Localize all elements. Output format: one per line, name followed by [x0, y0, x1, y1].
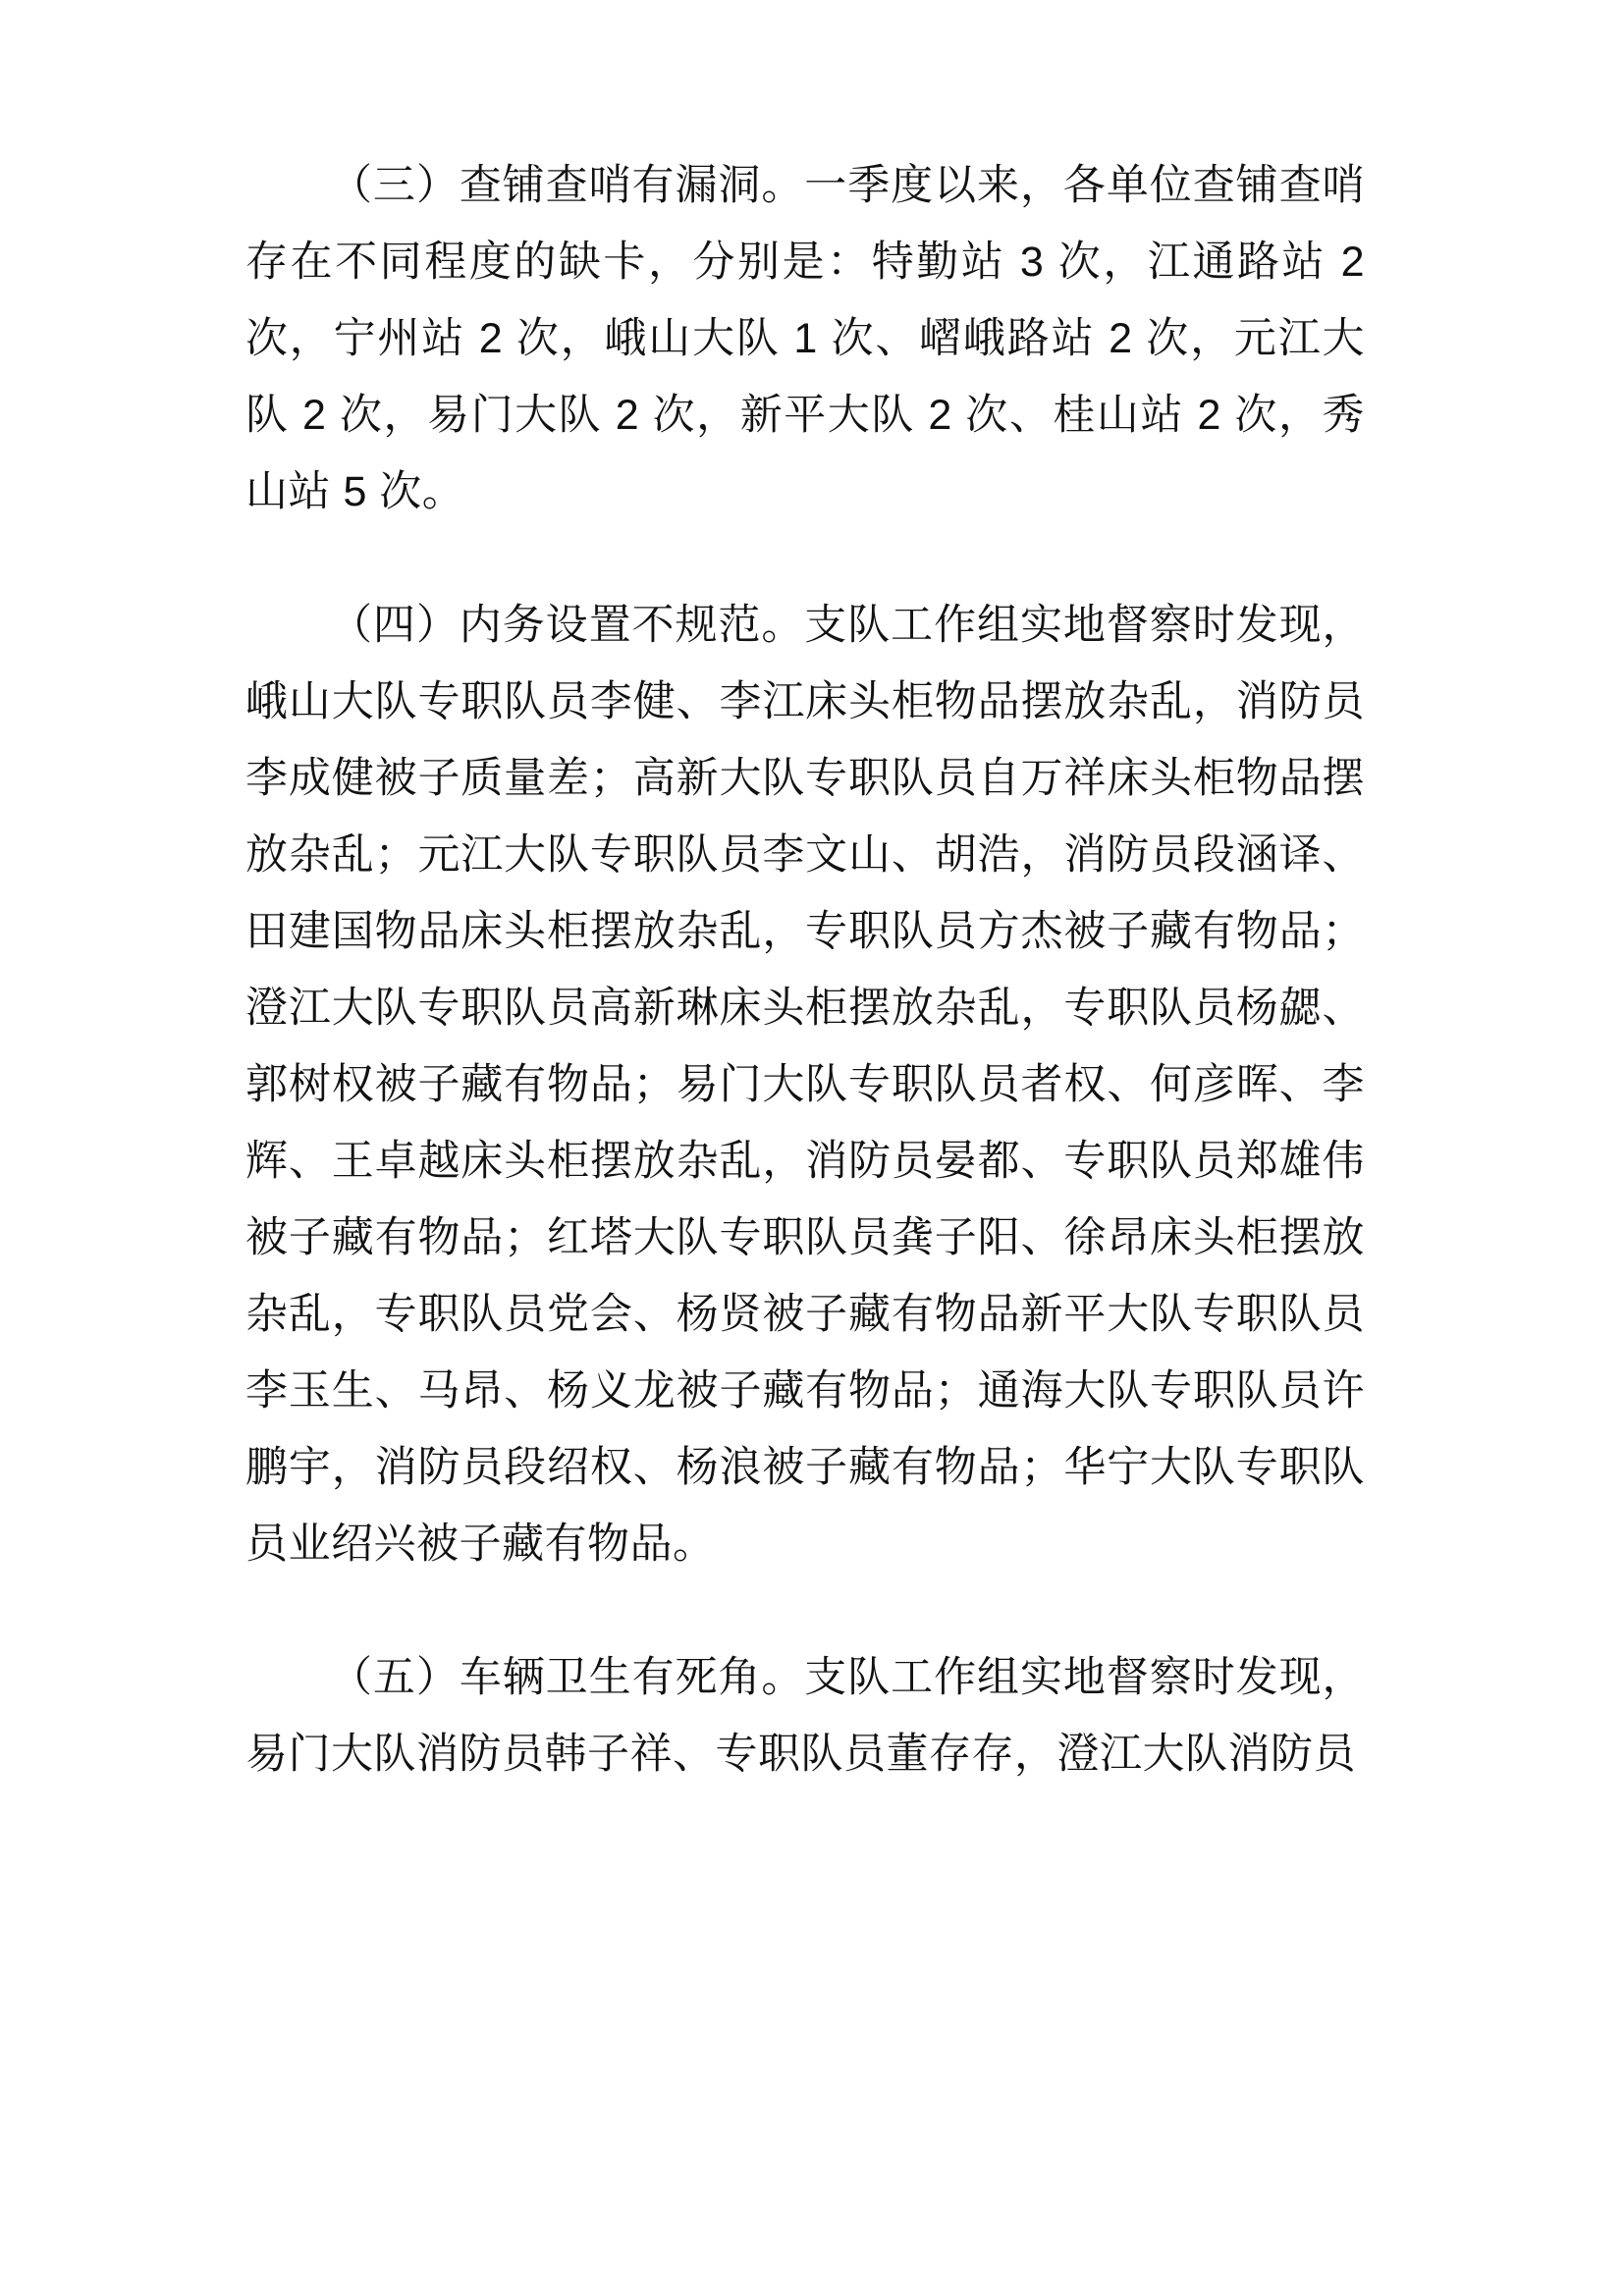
document-body: [245, 147, 1365, 1792]
paragraph-four: （四）内务设置不规范。支队工作组实地督察时发现，峨山大队专职队员李健、李江床头柜物品摆放杂乱，消防员李成健被子质量差；高新大队专职队员自万祥床头柜物品摆放杂乱；元江大队专职队员李文山、胡浩，消防员段涵译、田建国物品床头柜摆放杂乱，专职队员方杰被子藏有物品；澄江大队专职队员高新琳床头柜摆放杂乱，专职队员杨勰、郭树权被子藏有物品；易门大队专职队员者权、何彦晖、李辉、王卓越床头柜摆放杂乱，消防员晏都、专职队员郑雄伟被子藏有物品；红塔大队专职队员龚子阳、徐昂床头柜摆放杂乱，专职队员党会、杨贤被子藏有物品新平大队专职队员李玉生、马昂、杨义龙被子藏有物品；通海大队专职队员许鹏宇，消防员段绍权、杨浪被子藏有物品；华宁大队专职队员业绍兴被子藏有物品。: [245, 602, 1365, 1568]
paragraph-three: （三）查铺查哨有漏洞。一季度以来，各单位查铺查哨存在不同程度的缺卡，分别是：特勤站 3 次，江通路站 2 次，宁州站 2 次，峨山大队 1 次、嶍峨路站 2 次，元江大队 2 次，易门大队 2 次，新平大队 2 次、桂山站 2 次，秀山站 5 次。: [245, 162, 1365, 515]
paragraph-five: （五）车辆卫生有死角。支队工作组实地督察时发现，易门大队消防员韩子祥、专职队员董存存，澄江大队消防员: [245, 1654, 1365, 1778]
